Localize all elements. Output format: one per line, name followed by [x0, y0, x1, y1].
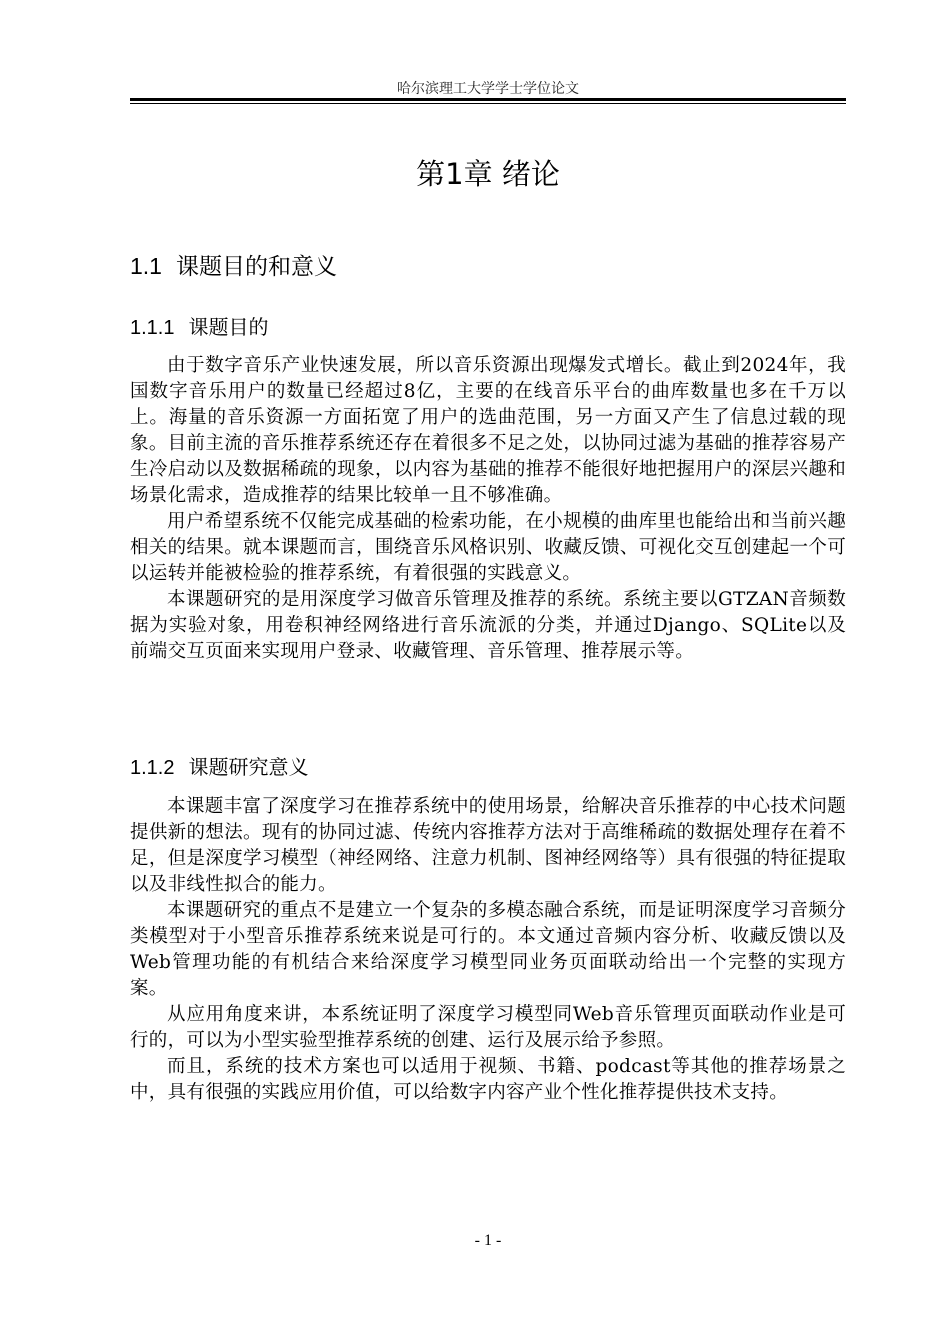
paragraph: 本课题丰富了深度学习在推荐系统中的使用场景，给解决音乐推荐的中心技术问题提供新的想法。现有的协同过滤、传统内容推荐方法对于高维稀疏的数据处理存在着不足，但是深度学习模型（神经网络、注意力机制、图神经网络等）具有很强的特征提取以及非线性拟合的能力。	[130, 796, 846, 895]
paragraph: 本课题研究的重点不是建立一个复杂的多模态融合系统，而是证明深度学习音频分类模型对于小型音乐推荐系统来说是可行的。本文通过音频内容分析、收藏反馈以及Web管理功能的有机结合来给深度学习模型同业务页面联动给出一个完整的实现方案。	[130, 900, 846, 999]
header-rule-thin	[130, 103, 846, 104]
section-number: 1.1.2	[130, 757, 175, 779]
section-number: 1.1	[130, 253, 162, 279]
section-heading-1-1-1	[130, 311, 268, 340]
paragraph: 由于数字音乐产业快速发展，所以音乐资源出现爆发式增长。截止到2024年，我国数字音乐用户的数量已经超过8亿，主要的在线音乐平台的曲库数量也多在千万以上。海量的音乐资源一方面拓宽了用户的选曲范围，另一方面又产生了信息过载的现象。目前主流的音乐推荐系统还存在着很多不足之处，以协同过滤为基础的推荐容易产生冷启动以及数据稀疏的现象，以内容为基础的推荐不能很好地把握用户的深层兴趣和场景化需求，造成推荐的结果比较单一且不够准确。	[130, 355, 846, 506]
running-header: 哈尔滨理工大学学士学位论文	[397, 82, 579, 97]
paragraph: 从应用角度来讲，本系统证明了深度学习模型同Web音乐管理页面联动作业是可行的，可以为小型实验型推荐系统的创建、运行及展示给予参照。	[130, 1004, 846, 1051]
chapter-title: 第1章 绪论	[416, 157, 560, 191]
paragraph: 而且，系统的技术方案也可以适用于视频、书籍、podcast等其他的推荐场景之中，具有很强的实践应用价值，可以给数字内容产业个性化推荐提供技术支持。	[130, 1056, 846, 1103]
section-number: 1.1.1	[130, 317, 175, 339]
header-rule-thick	[130, 98, 846, 101]
section-body-1-1-2	[130, 794, 846, 1106]
paragraph: 本课题研究的是用深度学习做音乐管理及推荐的系统。系统主要以GTZAN音频数据为实验对象，用卷积神经网络进行音乐流派的分类，并通过Django、SQLite以及前端交互页面来实现用户登录、收藏管理、音乐管理、推荐展示等。	[130, 589, 846, 662]
section-heading-1-1	[130, 248, 337, 281]
paragraph: 用户希望系统不仅能完成基础的检索功能，在小规模的曲库里也能给出和当前兴趣相关的结果。就本课题而言，围绕音乐风格识别、收藏反馈、可视化交互创建起一个可以运转并能被检验的推荐系统，有着很强的实践意义。	[130, 511, 846, 584]
section-title: 课题研究意义	[188, 755, 309, 779]
page-number: - 1 -	[474, 1232, 502, 1249]
section-title: 课题目的和意义	[175, 254, 337, 280]
section-heading-1-1-2	[130, 751, 308, 780]
section-body-1-1-1	[130, 353, 846, 665]
section-title: 课题目的	[188, 315, 269, 339]
